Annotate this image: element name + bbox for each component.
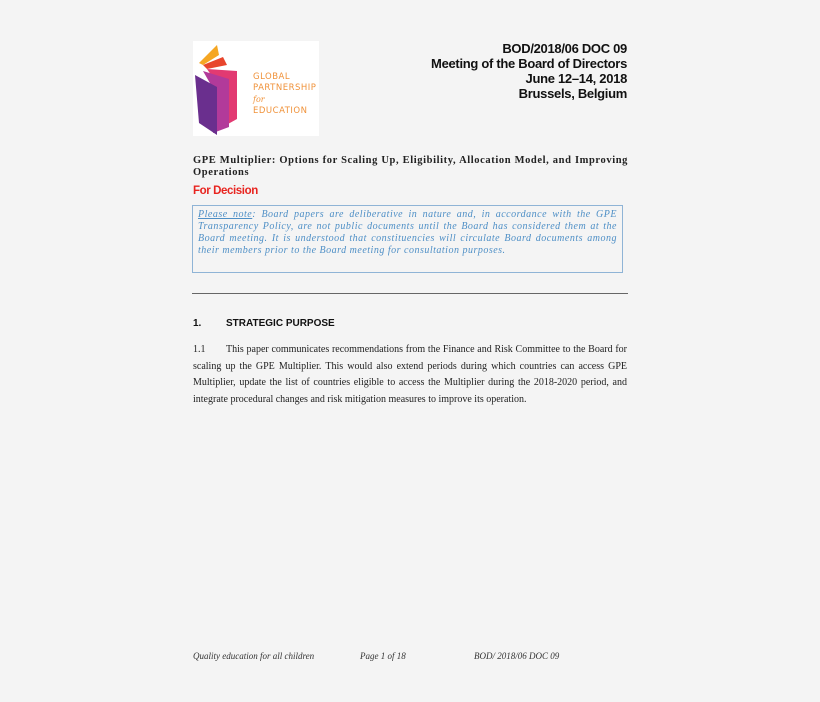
footer-page-number: Page 1 of 18	[360, 651, 406, 661]
decision-label: For Decision	[193, 185, 258, 197]
logo-line-2: PARTNERSHIP	[253, 83, 317, 93]
logo-education: EDUCATION	[253, 106, 308, 116]
document-header	[431, 41, 627, 101]
doc-id: BOD/2018/06 DOC 09	[502, 41, 627, 56]
note-text: : Board papers are deliberative in nature and, in accordance with the GPE Transparency Policy, are not public documents until the Board has considered them at the Board meeting. It is understood that constituencies will circulate Board documents among their members prior to the Board meeting for consultation purposes.	[198, 209, 617, 256]
gpe-logo	[193, 41, 319, 136]
paragraph-text: This paper communicates recommendations from the Finance and Risk Committee to the Board for scaling up the GPE Multiplier. This would also extend periods during which countries can access GPE Multiplier, update the list of countries eligible to access the Multiplier during the 2018-2020 period, and integrate procedural changes and risk mitigation measures to improve its operation.	[193, 344, 627, 406]
logo-line-3	[253, 94, 319, 117]
logo-for: for	[253, 95, 265, 104]
note-label: Please note	[198, 209, 253, 220]
paragraph	[193, 342, 627, 409]
logo-wordmark	[253, 72, 319, 117]
horizontal-divider	[192, 293, 628, 294]
section-number: 1.	[193, 318, 202, 329]
section-title: STRATEGIC PURPOSE	[226, 318, 335, 329]
document-title: GPE Multiplier: Options for Scaling Up, Eligibility, Allocation Model, and Improving Operations	[193, 155, 628, 178]
meeting-name: Meeting of the Board of Directors	[431, 56, 627, 71]
logo-line-1: GLOBAL	[253, 72, 291, 82]
footer-doc-id: BOD/ 2018/06 DOC 09	[474, 651, 560, 661]
paragraph-number: 1.1	[193, 344, 206, 355]
footer-tagline: Quality education for all children	[193, 651, 315, 661]
book-logo-icon	[193, 41, 253, 136]
meeting-location: Brussels, Belgium	[518, 86, 627, 101]
section-heading	[193, 318, 335, 329]
transparency-note-box	[192, 205, 623, 273]
meeting-dates: June 12–14, 2018	[525, 71, 627, 86]
